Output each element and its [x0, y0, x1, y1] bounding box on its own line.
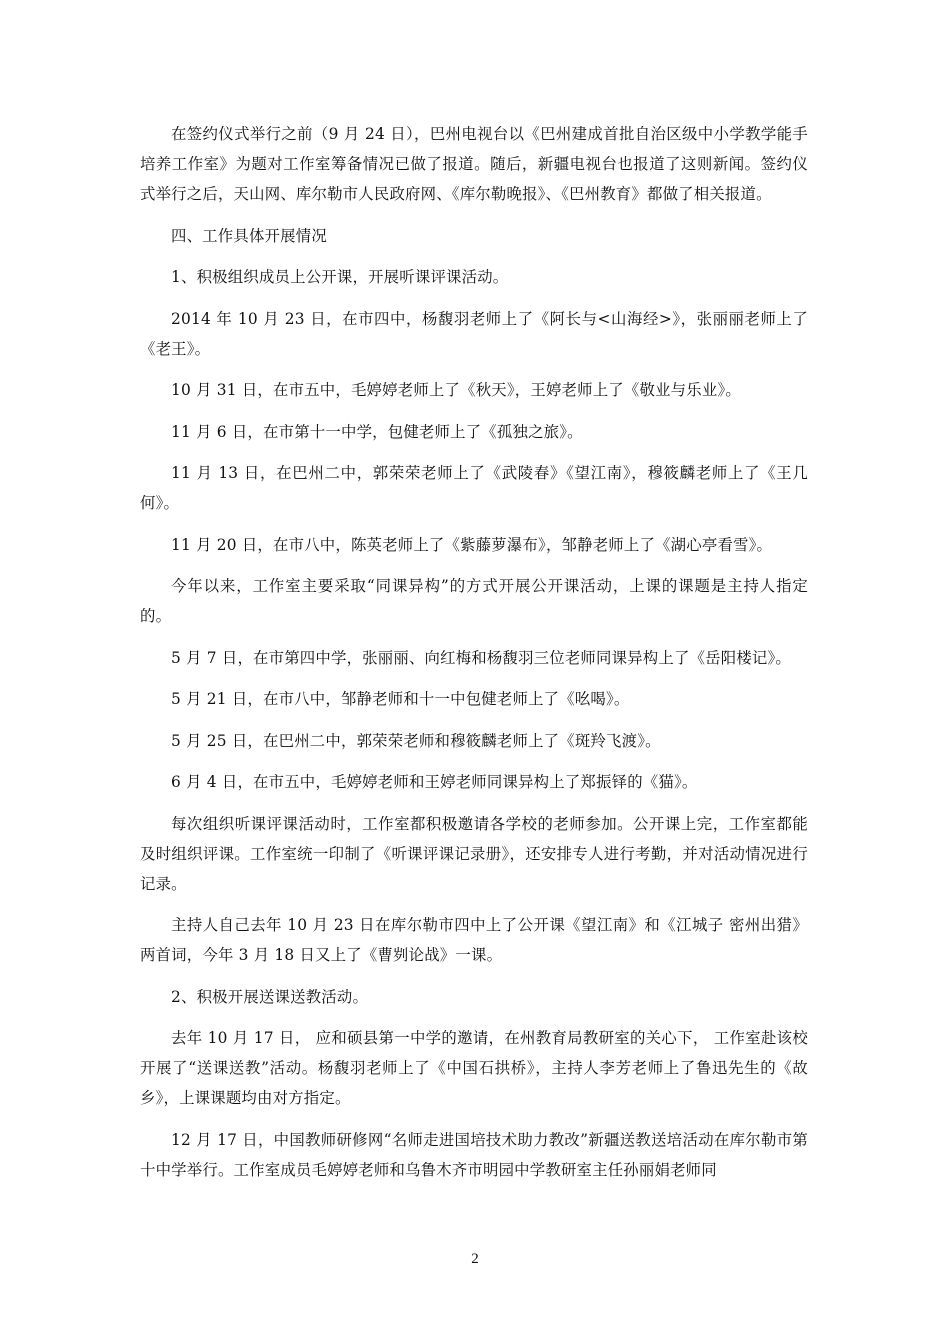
- document-body: [140, 119, 808, 1196]
- paragraph-oct-23: 2014 年 10 月 23 日，在市四中，杨馥羽老师上了《阿长与<山海经>》，张丽丽老师上了《老王》。: [140, 309, 808, 358]
- paragraph-may-7: 5 月 7 日，在市第四中学，张丽丽、向红梅和杨馥羽三位老师同课异构上了《岳阳楼记》。: [171, 648, 792, 667]
- paragraph-oct-17-outreach: 去年 10 月 17 日， 应和硕县第一中学的邀请，在州教育局教研室的关心下， 工作室赴该校开展了“送课送教”活动。杨馥羽老师上了《中国石拱桥》，主持人李芳老师上了鲁迅先生的《故乡》，上课课题均由对方指定。: [140, 1029, 808, 1107]
- paragraph-nov-6: 11 月 6 日，在市第十一中学，包健老师上了《孤独之旅》。: [171, 422, 583, 441]
- paragraph-jun-4: 6 月 4 日，在市五中，毛婷婷老师和王婷老师同课异构上了郑振铎的《猫》。: [171, 773, 698, 791]
- paragraph-nov-20: 11 月 20 日，在市八中，陈英老师上了《紫藤萝瀑布》，邹静老师上了《湖心亭看雪》。: [171, 535, 773, 554]
- paragraph-may-21: 5 月 21 日，在市八中，邹静老师和十一中包健老师上了《吆喝》。: [171, 690, 630, 708]
- subheading-outreach-teaching: 2、积极开展送课送教活动。: [171, 987, 369, 1006]
- paragraph-dec-17-event: 12 月 17 日，中国教师研修网“名师走进国培技术助力教改”新疆送教送培活动在库尔勒市第十中学举行。工作室成员毛婷婷老师和乌鲁木齐市明园中学教研室主任孙丽娟老师同: [140, 1130, 808, 1179]
- paragraph-may-25: 5 月 25 日，在巴州二中，郭荣荣老师和穆筱麟老师上了《斑羚飞渡》。: [171, 731, 661, 750]
- paragraph-evaluation-activities: 每次组织听课评课活动时，工作室都积极邀请各学校的老师参加。公开课上完，工作室都能及时组织评课。工作室统一印制了《听课评课记录册》，还安排专人进行考勤，并对活动情况进行记录。: [140, 814, 808, 893]
- paragraph-host-classes: 主持人自己去年 10 月 23 日在库尔勒市四中上了公开课《望江南》和《江城子 密州出猎》两首词，今年 3 月 18 日又上了《曹刿论战》一课。: [140, 916, 808, 964]
- paragraph-same-topic-approach: 今年以来，工作室主要采取“同课异构”的方式开展公开课活动，上课的课题是主持人指定的。: [140, 577, 808, 625]
- paragraph-report-coverage: 在签约仪式举行之前（9 月 24 日），巴州电视台以《巴州建成首批自治区级中小学教学能手培养工作室》为题对工作室筹备情况已做了报道。随后，新疆电视台也报道了这则新闻。签约仪式举行之后，天山网、库尔勒市人民政府网、《库尔勒晚报》、《巴州教育》都做了相关报道。: [140, 125, 808, 203]
- paragraph-oct-31: 10 月 31 日，在市五中，毛婷婷老师上了《秋天》，王婷老师上了《敬业与乐业》。: [171, 381, 741, 399]
- section-heading-work-progress: 四、工作具体开展情况: [171, 226, 327, 245]
- subheading-open-classes: 1、积极组织成员上公开课，开展听课评课活动。: [171, 268, 509, 286]
- page-number: 2: [471, 1251, 479, 1267]
- paragraph-nov-13: 11 月 13 日，在巴州二中，郭荣荣老师上了《武陵春》《望江南》，穆筱麟老师上了《王几何》。: [140, 464, 808, 512]
